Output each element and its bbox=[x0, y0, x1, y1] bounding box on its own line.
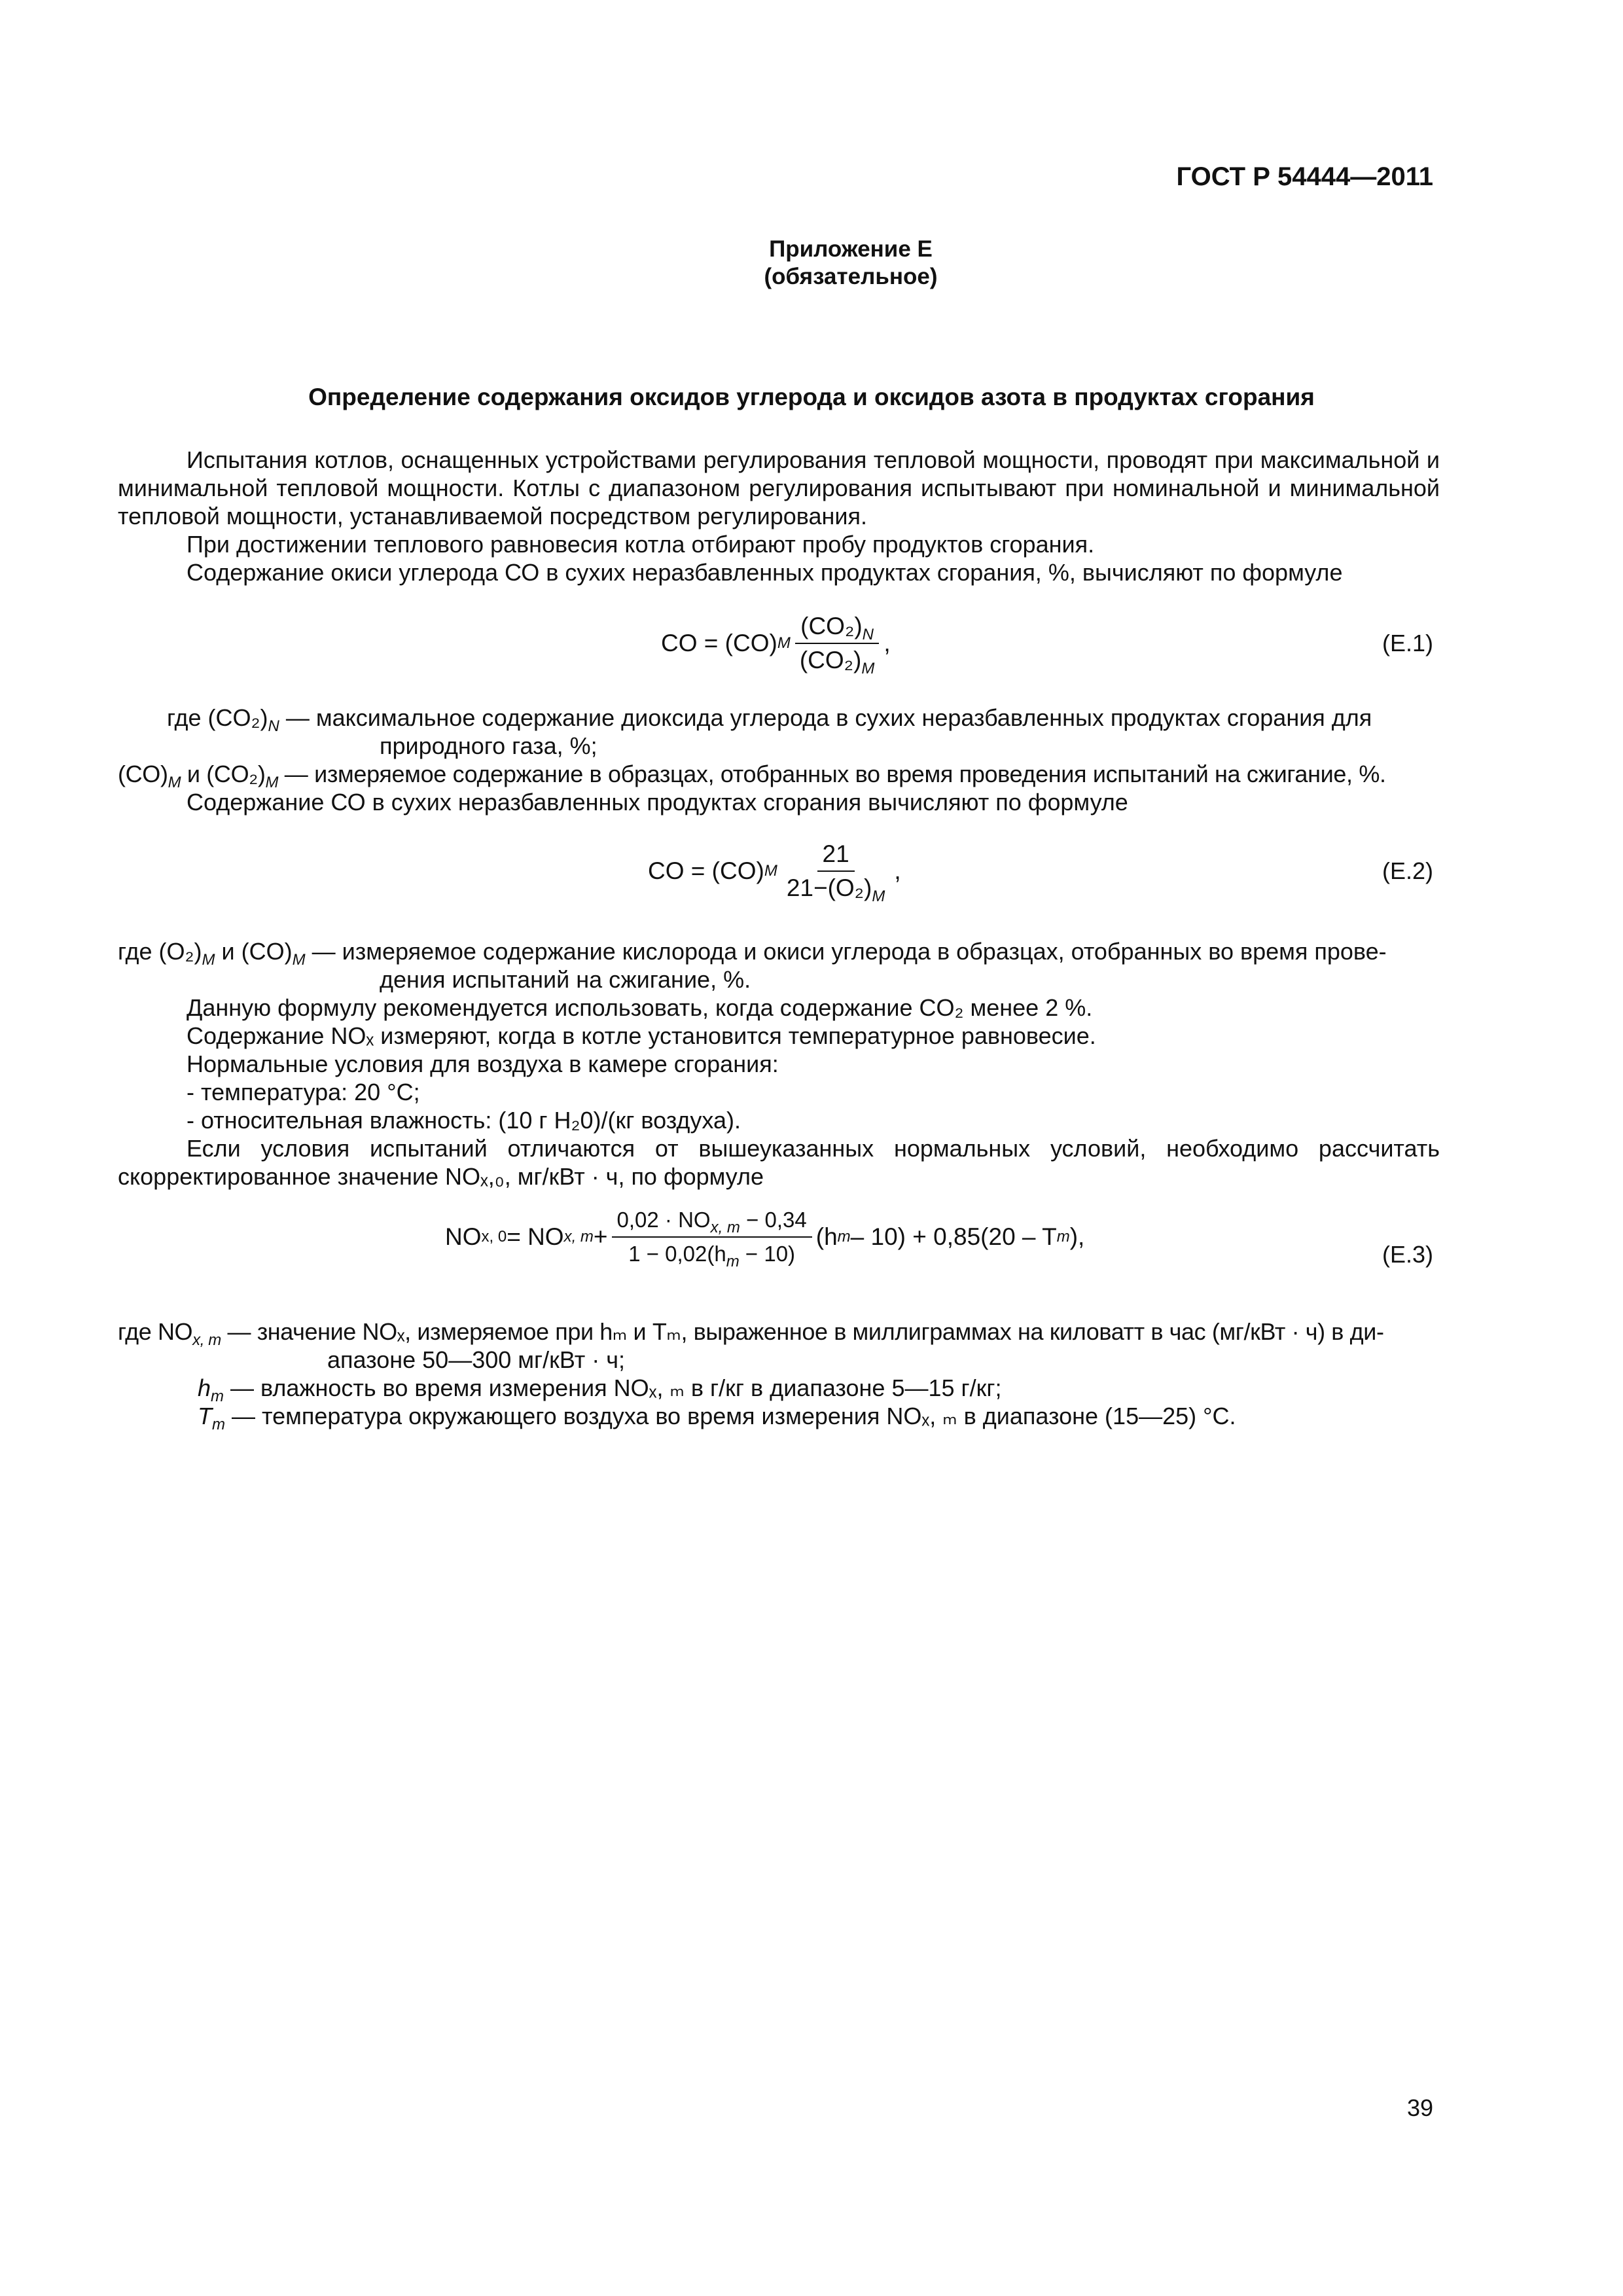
paragraph-nox-measurement: Содержание NOₓ измеряют, когда в котле установится температурное равновесие. bbox=[187, 1022, 1096, 1049]
definition-tm bbox=[198, 1402, 1236, 1433]
definition-o2-m-sub: M bbox=[202, 951, 215, 969]
definition-co-m-term: (CO) bbox=[118, 761, 168, 787]
formula-e3-eq-sub: x, m bbox=[563, 1228, 594, 1246]
formula-e3-tail: (h bbox=[815, 1223, 838, 1250]
formula-e3-numerator-tail: − 0,34 bbox=[740, 1208, 807, 1232]
formula-e3-denominator: 1 − 0,02(h bbox=[628, 1242, 726, 1266]
definition-hm bbox=[198, 1374, 1002, 1405]
formula-e3-number: (E.3) bbox=[1382, 1241, 1433, 1268]
definition-hm-text: — влажность во время измерения NOₓ, ₘ в г/кг в диапазоне 5—15 г/кг; bbox=[224, 1374, 1002, 1401]
definition-o2-m-term: где (O₂) bbox=[118, 938, 202, 965]
formula-e1-tail: , bbox=[883, 630, 891, 656]
formula-e3-tail-sub2: m bbox=[1056, 1228, 1070, 1246]
definition-co-m2-sub: M bbox=[292, 951, 306, 969]
formula-e3-numerator-sub: x, m bbox=[710, 1219, 740, 1236]
formula-e3-lhs: NO bbox=[445, 1223, 482, 1250]
formula-e3-numerator: 0,02 · NO bbox=[616, 1208, 711, 1232]
formula-e1-numerator-sub: N bbox=[862, 626, 874, 643]
formula-e2-lhs-sub: M bbox=[764, 862, 777, 880]
paragraph-humidity: - относительная влажность: (10 г Н₂0)/(кг воздуха). bbox=[187, 1107, 741, 1134]
definition-nox-m bbox=[118, 1318, 1440, 1349]
paragraph-correction-intro: Если условия испытаний отличаются от вышеуказанных нормальных условий, необходимо рассчитать скорректированное значение NOₓ,₀, мг/кВт · ч, по формуле bbox=[118, 1135, 1440, 1190]
definition-nox-m-text: — значение NOₓ, измеряемое при hₘ и Tₘ, выраженное в миллиграммах на киловатт в час (мг/кВт · ч) в ди- bbox=[221, 1318, 1384, 1345]
definition-nox-m-continuation: апазоне 50—300 мг/кВт · ч; bbox=[327, 1346, 625, 1373]
formula-e3-plus: + bbox=[593, 1223, 608, 1250]
definition-hm-term: h bbox=[198, 1374, 211, 1401]
formula-e1-numerator: (CO₂) bbox=[800, 613, 863, 639]
definition-nox-m-term: где NO bbox=[118, 1318, 193, 1345]
definition-co2-m-sub: M bbox=[265, 774, 279, 791]
paragraph-temperature: - температура: 20 °С; bbox=[187, 1079, 420, 1105]
definition-nox-m-sub: x, m bbox=[192, 1331, 221, 1349]
definition-co-m-and: и (CO₂) bbox=[181, 761, 266, 787]
definition-o2-m-and: и (CO) bbox=[215, 938, 293, 965]
formula-e3-tail-sub: m bbox=[837, 1228, 851, 1246]
definition-co-m-sub: M bbox=[168, 774, 181, 791]
formula-e2-tail: , bbox=[894, 857, 901, 884]
definition-co-m bbox=[118, 760, 1440, 791]
formula-e1-fraction bbox=[794, 613, 880, 677]
paragraph-sampling: При достижении теплового равновесия котла отбирают пробу продуктов сгорания. bbox=[187, 531, 1095, 558]
paragraph-formula-usage: Данную формулу рекомендуется использовать, когда содержание СO₂ менее 2 %. bbox=[187, 994, 1093, 1021]
standard-number: ГОСТ Р 54444—2011 bbox=[1176, 162, 1433, 191]
definition-co2-n-text: — максимальное содержание диоксида углерода в сухих неразбавленных продуктах сгорания для bbox=[285, 704, 1372, 731]
formula-e3-eq: = NO bbox=[507, 1223, 564, 1250]
definition-tm-text: — температура окружающего воздуха во время измерения NOₓ, ₘ в диапазоне (15—25) °С. bbox=[225, 1403, 1236, 1429]
definition-tm-term: T bbox=[198, 1403, 212, 1429]
definition-co2-n-sub: N bbox=[268, 717, 279, 735]
formula-e1-number: (E.1) bbox=[1382, 630, 1433, 656]
paragraph-co-formula2-intro: Содержание СО в сухих неразбавленных продуктах сгорания вычисляют по формуле bbox=[187, 789, 1128, 816]
formula-e1-denominator: (CO₂) bbox=[799, 647, 862, 673]
formula-e2-numerator: 21 bbox=[822, 840, 849, 867]
appendix-status: (обязательное) bbox=[764, 264, 938, 289]
appendix-heading bbox=[0, 236, 1623, 291]
paragraph-co-formula-intro: Содержание окиси углерода СО в сухих неразбавленных продуктах сгорания, %, вычисляют по формуле bbox=[187, 559, 1343, 586]
formula-e3-tail3: ), bbox=[1069, 1223, 1085, 1250]
formula-e2-denominator-sub: M bbox=[872, 888, 885, 905]
formula-e3: NO x, 0 = NO x, m + $\frac{0,02 \cdot NO_{x, m} - 0,34}{1 - 0,02(h_m - 10)}$ (h m – 10) + 0,85(20 – T m ), bbox=[445, 1208, 1085, 1270]
paragraph-test-modes: Испытания котлов, оснащенных устройствами регулирования тепловой мощности, проводят при максимальной и минимальной тепловой мощности. Котлы с диапазоном регулирования испытывают при номинальной и минимальной тепловой мощности, устанавливаемой посредством регулирования. bbox=[118, 446, 1440, 529]
formula-e2-fraction bbox=[781, 840, 891, 905]
formula-e1-lhs-sub: M bbox=[777, 634, 791, 652]
formula-e2-number: (E.2) bbox=[1382, 857, 1433, 884]
page-number: 39 bbox=[1406, 2094, 1433, 2121]
definition-co-m-text: — измеряемое содержание в образцах, отобранных во время проведения испытаний на сжигание, %. bbox=[278, 761, 1386, 787]
definition-hm-sub: m bbox=[211, 1388, 224, 1405]
formula-e2 bbox=[648, 840, 901, 905]
formula-e3-fraction bbox=[612, 1206, 812, 1268]
definition-co2-n-term: где (CO₂) bbox=[167, 704, 268, 731]
definition-tm-sub: m bbox=[212, 1416, 225, 1433]
formula-e3-tail2: – 10) + 0,85(20 – T bbox=[850, 1223, 1057, 1250]
formula-e1-denominator-sub: M bbox=[861, 660, 875, 677]
definition-co2-n-continuation: природного газа, %; bbox=[380, 732, 597, 759]
paragraph-normal-conditions: Нормальные условия для воздуха в камере сгорания: bbox=[187, 1050, 779, 1077]
formula-e1 bbox=[661, 613, 891, 677]
definition-o2-m-text: — измеряемое содержание кислорода и окиси углерода в образцах, отобранных во время прове- bbox=[305, 938, 1387, 965]
section-title: Определение содержания оксидов углерода и оксидов азота в продуктах сгорания bbox=[308, 384, 1315, 410]
formula-e2-denominator: 21−(O₂) bbox=[786, 874, 872, 901]
formula-e3-denominator-tail: − 10) bbox=[739, 1242, 796, 1266]
definition-o2-m-continuation: дения испытаний на сжигание, %. bbox=[380, 966, 751, 993]
formula-e1-lhs: CO = (CO) bbox=[661, 630, 777, 656]
appendix-label: Приложение Е bbox=[769, 236, 933, 262]
formula-e2-lhs: CO = (CO) bbox=[648, 857, 764, 884]
formula-e3-denominator-sub: m bbox=[726, 1253, 740, 1270]
definition-o2-m bbox=[118, 937, 1440, 969]
definition-co2-n bbox=[167, 704, 1440, 735]
